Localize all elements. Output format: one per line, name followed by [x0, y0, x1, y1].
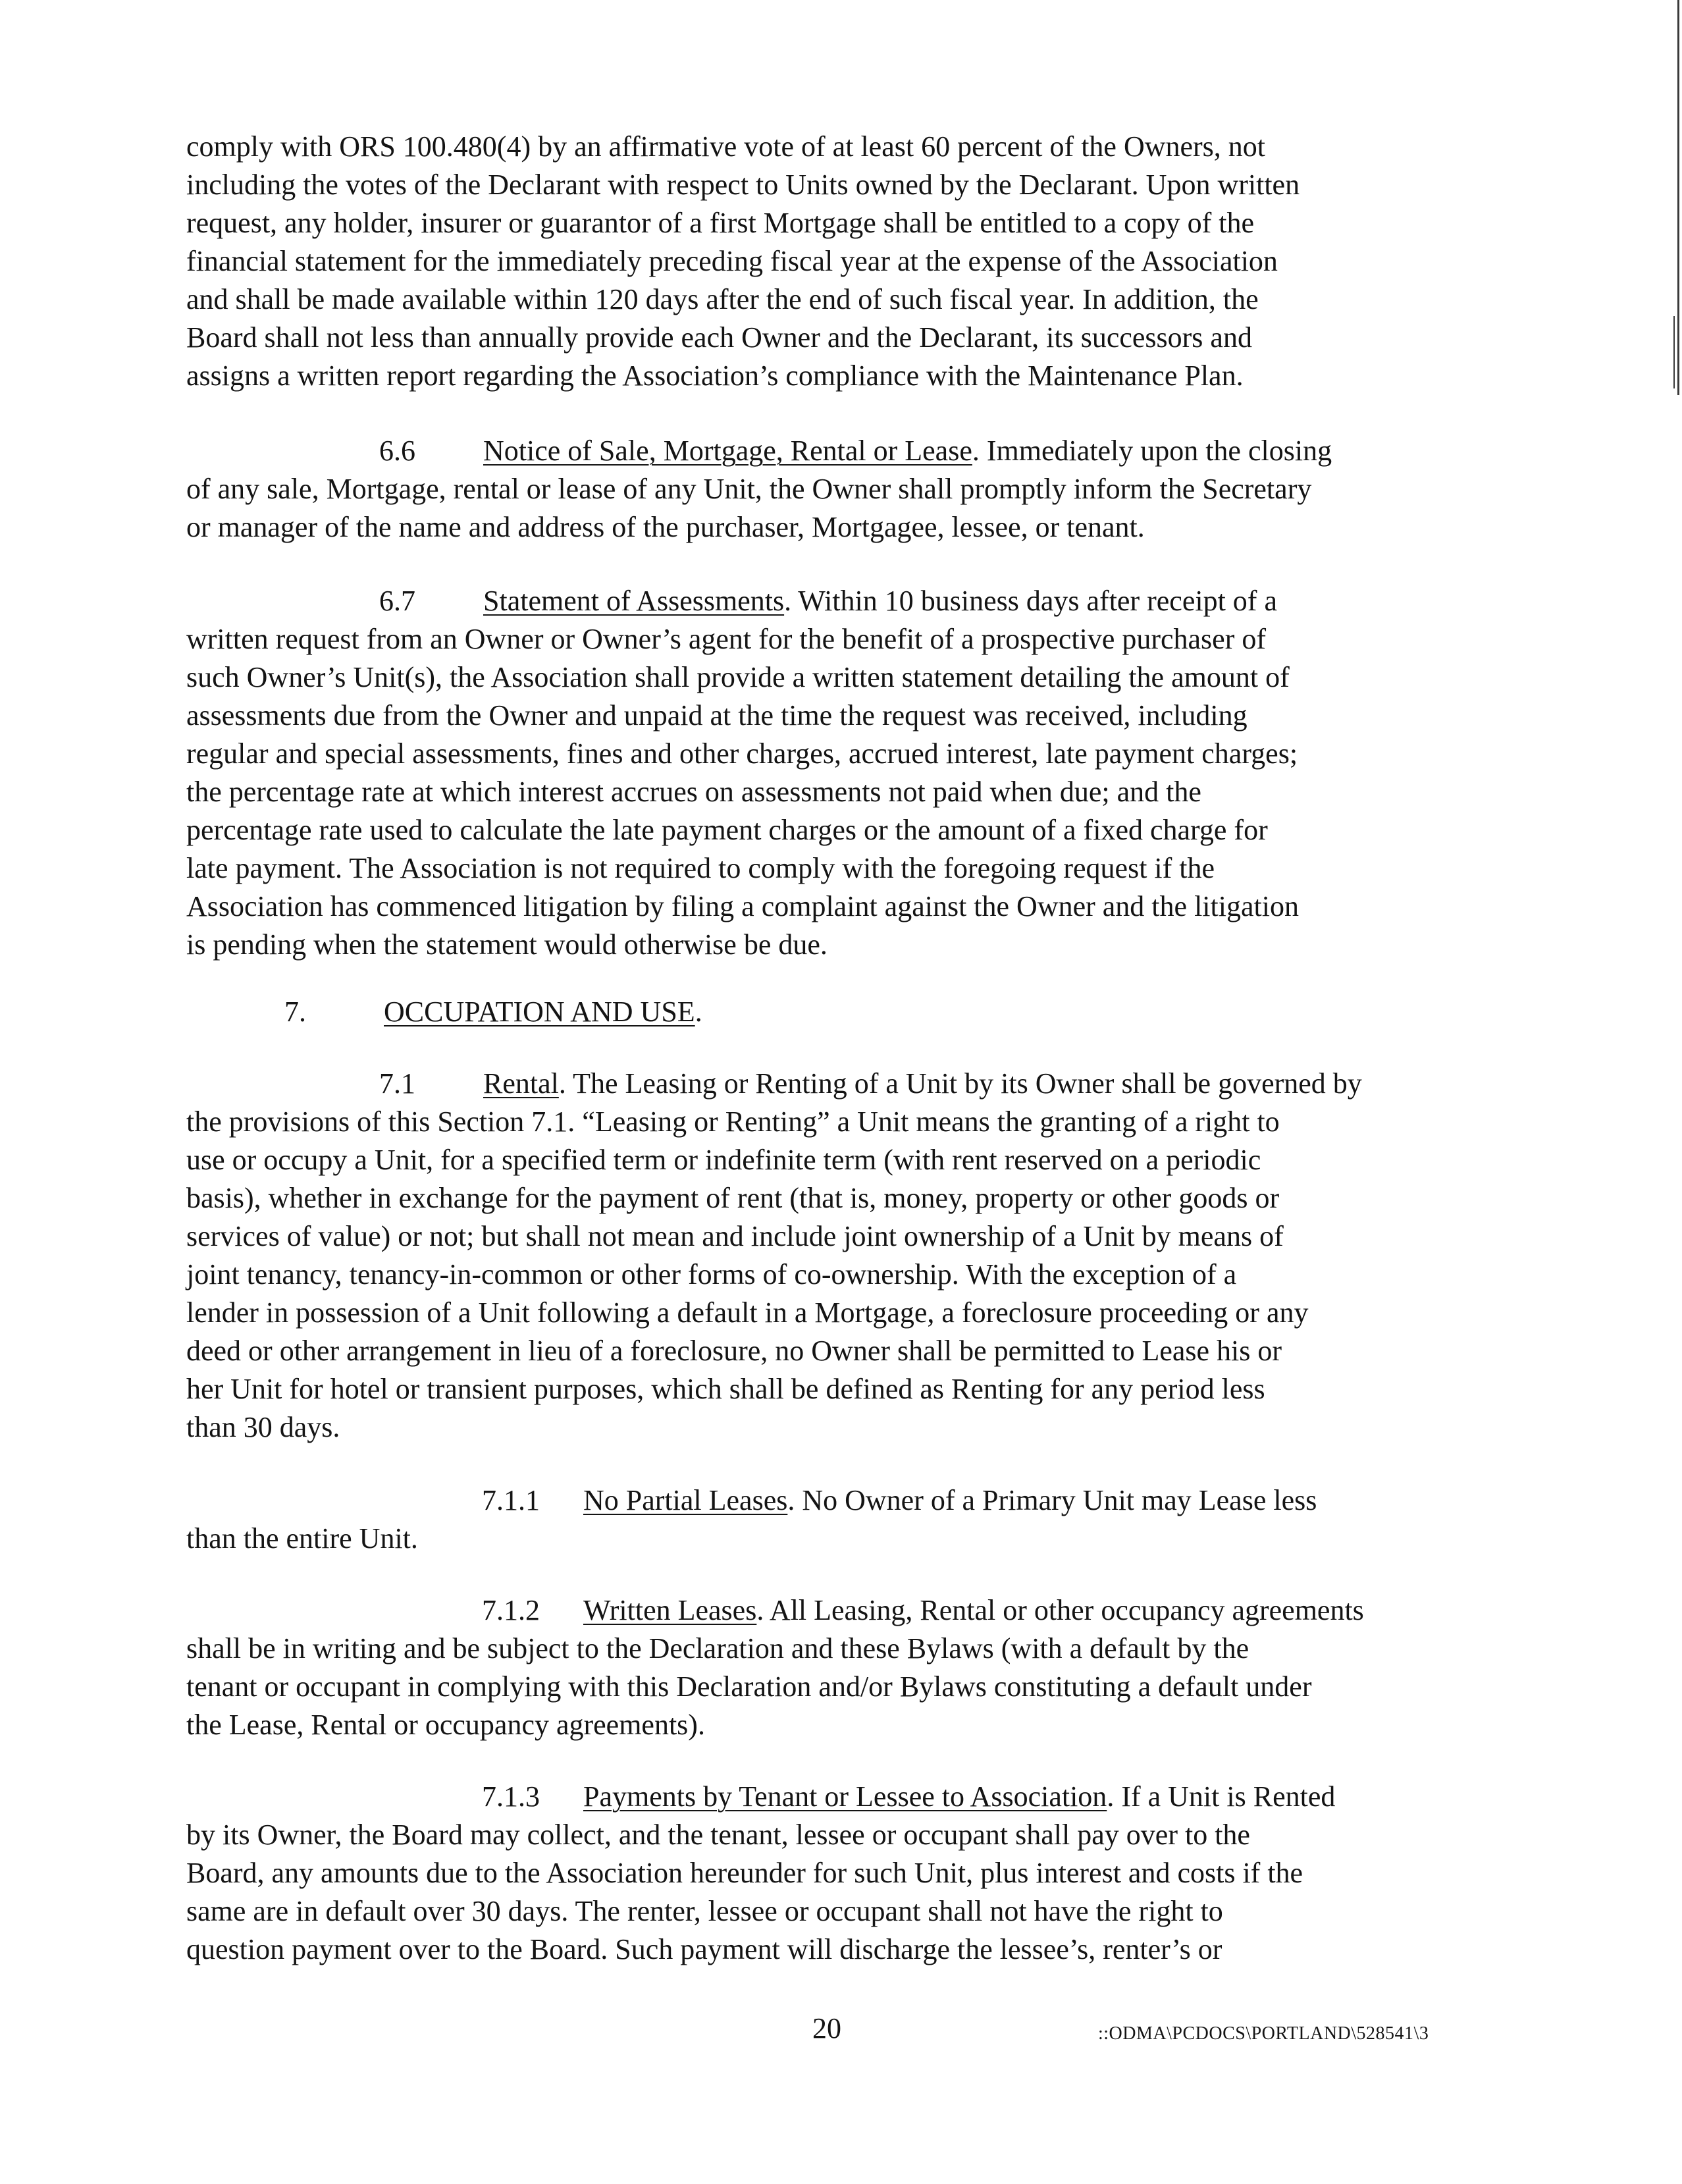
text-line: joint tenancy, tenancy-in-common or other forms of co-ownership. With the exception of a: [186, 1258, 1237, 1291]
text-line: Board shall not less than annually provide each Owner and the Declarant, its successors and: [186, 321, 1252, 354]
text-line: her Unit for hotel or transient purposes, which shall be defined as Renting for any period less: [186, 1373, 1265, 1405]
text-line: including the votes of the Declarant with respect to Units owned by the Declarant. Upon written: [186, 169, 1300, 201]
text-line: services of value) or not; but shall not mean and include joint ownership of a Unit by means of: [186, 1220, 1284, 1252]
section-heading-line: [583, 1481, 1317, 1520]
text-line: of any sale, Mortgage, rental or lease of any Unit, the Owner shall promptly inform the Secretary: [186, 473, 1312, 505]
scan-edge-mark: [1677, 0, 1679, 395]
section-text: . Within 10 business days after receipt of a: [784, 585, 1277, 617]
text-line: assigns a written report regarding the Association’s compliance with the Maintenance Plan.: [186, 360, 1244, 392]
section-number: 6.7: [379, 585, 415, 617]
text-line: written request from an Owner or Owner’s agent for the benefit of a prospective purchaser of: [186, 623, 1267, 655]
text-line: by its Owner, the Board may collect, and the tenant, lessee or occupant shall pay over to the: [186, 1819, 1250, 1851]
text-line: the provisions of this Section 7.1. “Leasing or Renting” a Unit means the granting of a right to: [186, 1105, 1280, 1138]
text-line: tenant or occupant in complying with this Declaration and/or Bylaws constituting a default under: [186, 1670, 1312, 1703]
text-line: financial statement for the immediately preceding fiscal year at the expense of the Association: [186, 245, 1278, 277]
section-text: . The Leasing or Renting of a Unit by its Owner shall be governed by: [558, 1067, 1362, 1100]
text-line: use or occupy a Unit, for a specified term or indefinite term (with rent reserved on a periodic: [186, 1144, 1261, 1176]
section-heading: Statement of Assessments: [483, 585, 785, 617]
section-heading-line: [483, 432, 1332, 470]
section-heading-line: [583, 1591, 1364, 1630]
section-number: 7.1.1: [482, 1484, 540, 1516]
text-line: request, any holder, insurer or guarantor of a first Mortgage shall be entitled to a copy of the: [186, 207, 1255, 239]
text-line: lender in possession of a Unit following a default in a Mortgage, a foreclosure proceeding or any: [186, 1296, 1309, 1329]
text-line: Board, any amounts due to the Association hereunder for such Unit, plus interest and costs if the: [186, 1857, 1303, 1889]
text-line: same are in default over 30 days. The renter, lessee or occupant shall not have the right to: [186, 1895, 1223, 1927]
text-line: shall be in writing and be subject to the Declaration and these Bylaws (with a default by the: [186, 1632, 1249, 1665]
scan-edge-mark: [1673, 316, 1675, 388]
text-line: than 30 days.: [186, 1411, 340, 1443]
text-line: regular and special assessments, fines and other charges, accrued interest, late payment charges;: [186, 737, 1298, 770]
section-heading: No Partial Leases: [583, 1484, 788, 1516]
text-line: Association has commenced litigation by filing a complaint against the Owner and the litigation: [186, 890, 1299, 922]
text-line: the percentage rate at which interest accrues on assessments not paid when due; and the: [186, 776, 1201, 808]
section-heading-line: [583, 1778, 1335, 1816]
text-line: deed or other arrangement in lieu of a foreclosure, no Owner shall be permitted to Lease his or: [186, 1335, 1282, 1367]
section-heading-line: [483, 1065, 1362, 1103]
text-line: late payment. The Association is not required to comply with the foregoing request if the: [186, 852, 1215, 884]
section-number: 7.1: [379, 1067, 415, 1100]
section-heading: OCCUPATION AND USE: [384, 996, 695, 1028]
section-text: . If a Unit is Rented: [1107, 1780, 1336, 1813]
section-heading: Payments by Tenant or Lessee to Association: [583, 1780, 1107, 1813]
text-line: question payment over to the Board. Such payment will discharge the lessee’s, renter’s or: [186, 1933, 1222, 1965]
text-line: or manager of the name and address of the purchaser, Mortgagee, lessee, or tenant.: [186, 511, 1145, 543]
section-heading-line: [483, 582, 1277, 620]
section-text: . All Leasing, Rental or other occupancy agreements: [756, 1594, 1364, 1626]
document-id: ::ODMA\PCDOCS\PORTLAND\528541\3: [1098, 2023, 1429, 2044]
text-line: such Owner’s Unit(s), the Association shall provide a written statement detailing the amount of: [186, 661, 1290, 693]
section-number: 7.1.2: [482, 1594, 540, 1626]
section-number: 7.1.3: [482, 1780, 540, 1813]
section-number: 7.: [284, 996, 306, 1028]
text-line: comply with ORS 100.480(4) by an affirmative vote of at least 60 percent of the Owners, not: [186, 130, 1266, 163]
section-heading: Rental: [483, 1067, 559, 1100]
section-heading: Written Leases: [583, 1594, 757, 1626]
text-line: is pending when the statement would otherwise be due.: [186, 928, 828, 961]
text-line: percentage rate used to calculate the late payment charges or the amount of a fixed charge for: [186, 814, 1268, 846]
section-heading-line: [384, 993, 702, 1031]
text-line: basis), whether in exchange for the payment of rent (that is, money, property or other goods or: [186, 1182, 1280, 1214]
text-line: the Lease, Rental or occupancy agreements).: [186, 1709, 705, 1741]
section-text: . Immediately upon the closing: [972, 435, 1332, 467]
section-number: 6.6: [379, 435, 415, 467]
text-line: than the entire Unit.: [186, 1522, 418, 1555]
page-number: 20: [812, 2012, 841, 2044]
section-heading: Notice of Sale, Mortgage, Rental or Lease: [483, 435, 972, 467]
section-text: . No Owner of a Primary Unit may Lease less: [787, 1484, 1317, 1516]
section-heading-period: .: [695, 996, 702, 1028]
text-line: and shall be made available within 120 days after the end of such fiscal year. In addition, the: [186, 283, 1259, 315]
text-line: assessments due from the Owner and unpaid at the time the request was received, including: [186, 699, 1248, 732]
